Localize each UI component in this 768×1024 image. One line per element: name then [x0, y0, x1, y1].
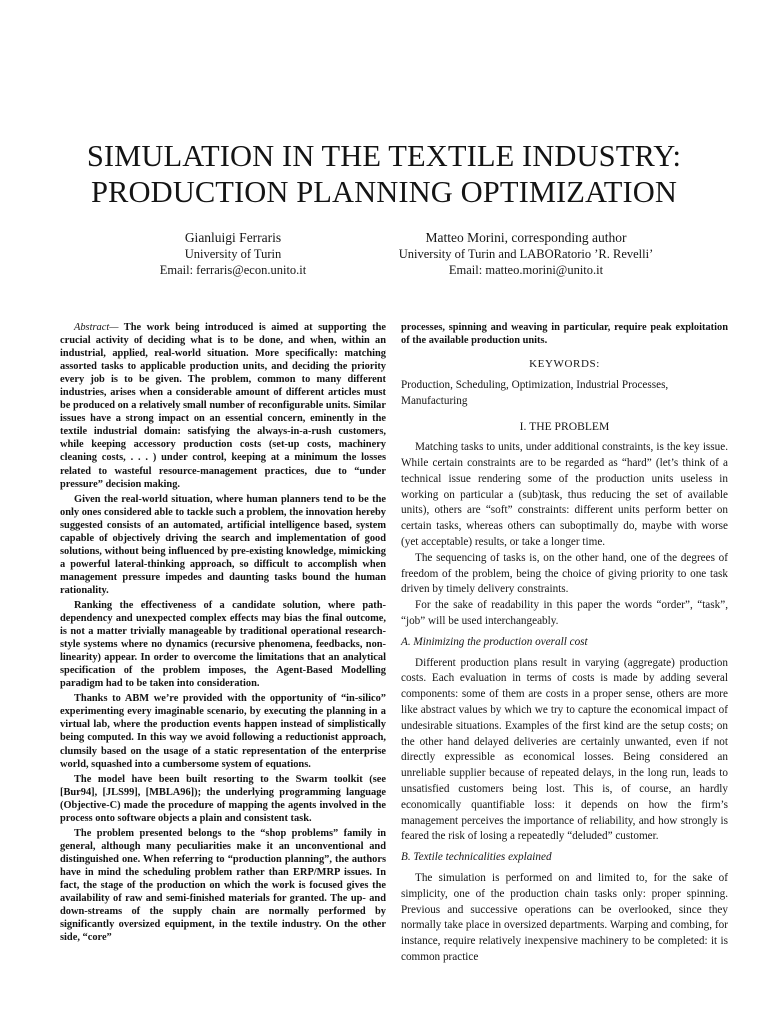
section-paragraph-2: The sequencing of tasks is, on the other hand, one of the degrees of freedom of the problem, being the choice of giving priority to one task driven by timely delivery constraints.: [401, 551, 728, 596]
subsection-b-paragraph: The simulation is performed on and limited to, for the sake of simplicity, one of the production chain tasks only: proper spinning. Previous and successive operations can be overlooked, since they normally take place in oversized departments. Warping and combing, for instance, require relatively inexpensive machinery to be completed: it is common practice: [401, 872, 728, 963]
right-column: [401, 321, 728, 966]
abstract-paragraph-5: The model have been built resorting to the Swarm toolkit (see [Bur94], [JLS99], [MBLA96]); the underlying programming language (Objective-C) made the procedure of mapping the agents involved in the process onto software objects a plain and consistent task.: [60, 773, 386, 824]
author-email: Email: matteo.morini@unito.it: [448, 262, 604, 277]
subsection-heading-b: B. Textile technicalities explained: [401, 851, 552, 864]
abstract-lead: Abstract—: [74, 322, 119, 333]
section-paragraph-3: For the sake of readability in this paper the words “order”, “task”, “job” will be used interchangeably.: [401, 599, 728, 628]
abstract-paragraph-3: Ranking the effectiveness of a candidate solution, where path-dependency and unexpected complex effects may bias the final outcome, is not a matter trivially manageable by traditional operational research-style systems where no dynamics (recursive phenomena, feedbacks, non-linearity) appear. In order to overcome the limitations that an analytical specification of the problem imposes, the Agent-Based Modelling paradigm had to be taken into consideration.: [60, 599, 386, 690]
keywords-heading: KEYWORDS:: [529, 358, 600, 371]
author-block-2: [372, 229, 680, 278]
abstract-paragraph-2: Given the real-world situation, where human planners tend to be the only ones considered able to tackle such a problem, the innovation hereby suggested consists of an automated, artificial intelligence based, system capable of objectively driving the search and implementation of good solutions, without being influenced by pre-existing knowledge, mimicking a powerful lateral-thinking approach, so difficult to accomplish when management pressure impedes and daunting tasks bound the human rationality.: [60, 493, 386, 596]
author-name: Gianluigi Ferraris: [184, 230, 282, 245]
title-line-1: SIMULATION IN THE TEXTILE INDUSTRY:: [86, 139, 682, 173]
author-name: Matteo Morini, corresponding author: [425, 230, 627, 245]
paper-title: [0, 138, 768, 210]
author-email: Email: ferraris@econ.unito.it: [159, 262, 307, 277]
abstract-paragraph-6: The problem presented belongs to the “shop problems” family in general, although many peculiarities make it an unconventional and distinguished one. When referring to “production planning”, the authors have in mind the scheduling problem rather than ERP/MRP issues. In fact, the stage of the production on which the work is focused gives the availability of raw and semi-finished materials for granted. The up- and down-streams of the supply chain are normally performed by significantly oversized equipment, in the textile industry. On the other side, “core”: [60, 827, 386, 944]
author-affiliation: University of Turin and LABORatorio ’R. Revelli’: [398, 247, 654, 261]
author-affiliation: University of Turin: [184, 247, 282, 261]
section-heading: I. THE PROBLEM: [519, 420, 610, 434]
subsection-heading-a: A. Minimizing the production overall cost: [401, 635, 588, 648]
left-column: [60, 321, 386, 946]
title-line-2: PRODUCTION PLANNING OPTIMIZATION: [90, 175, 678, 209]
abstract-paragraph-4: Thanks to ABM we’re provided with the opportunity of “in-silico” experimenting every imaginable scenario, by executing the planning in a virtual lab, where the production events happen instead of simplistically being computed. In this way we avoid following a reductionist approach, clumsily based on the usage of a static representation of the enterprise world, squashed into a cumbersome system of equations.: [60, 693, 386, 770]
abstract-paragraph-1: [60, 321, 386, 491]
keywords-text: Production, Scheduling, Optimization, Industrial Processes, Manufacturing: [401, 378, 669, 407]
author-block-1: [108, 229, 358, 278]
abstract-continuation: processes, spinning and weaving in particular, require peak exploitation of the available production units.: [401, 322, 728, 347]
abstract-text: The work being introduced is aimed at supporting the crucial activity of deciding what is to be done, and when, within an industrial, applied, real-world situation. More specifically: matching assorted tasks to applicable production units, and deciding the priority every job is to be given. The problem, common to many different industries, arises when a considerable amount of different articles must be produced on a relatively small number of reconfigurable units. Similar issues have a strong impact on an essential concern, eminently in the textile industrial domain: satisfying the always-in-a-rush customers, while keeping accessory production costs (set-up costs, machinery cleaning costs, . . . ) under control, keeping at a minimum the losses related to wasteful resource-management practices, due to “under pressure” decision making.: [60, 322, 386, 490]
section-paragraph-1: Matching tasks to units, under additional constraints, is the key issue. While certain constraints are to be regarded as “hard” (let’s think of a technical issue rendering some of the production units useless in working on particular a (sub)task, thus reducing the set of available units), others are “soft” constraints: different units perform better on certain tasks, whereas others can suboptimally do, maybe with worse (yet acceptable) results, or take a longer time.: [401, 441, 728, 549]
subsection-a-paragraph: Different production plans result in varying (aggregate) production costs. Each evaluation in terms of costs is made by adding several components: some of them are costs in a proper sense, others are more like abstract values by which we try to capture the economical impact of undesirable situations. Examples of the first kind are the setup costs; on the other hand delayed deliveries are certainly unwanted, even if not directly expressible as economical losses. Being considered an unreliable supplier because of repeated delays, in the long run, leads to unsatisfied customers being lost. This is, of course, an hardly economically quantifiable loss: it depends on how the firm’s management perceives the importance of reliability, and how strongly is feared the risk of losing a repeatedly “deluded” customer.: [401, 656, 728, 843]
